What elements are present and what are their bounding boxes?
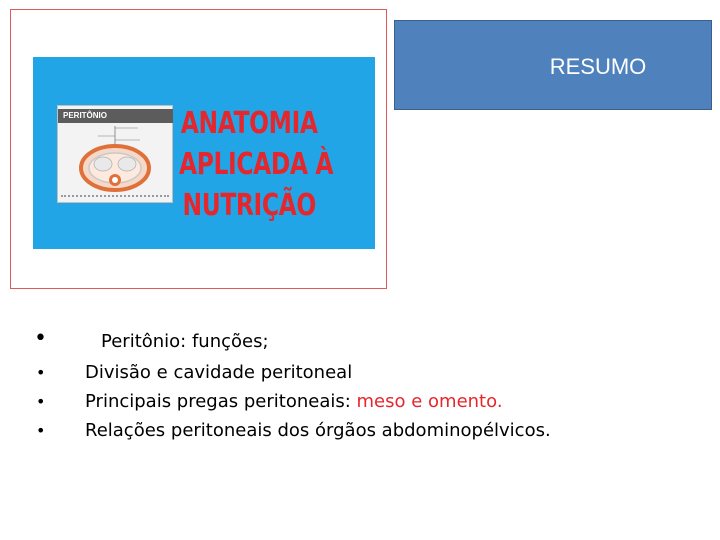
banner-title-line-1: ANATOMIA	[180, 106, 318, 141]
thumbnail-caption	[61, 195, 169, 199]
banner-title	[179, 103, 334, 226]
course-banner	[33, 57, 375, 249]
topic-item-highlight: meso e omento.	[356, 391, 503, 412]
bullet-icon: •	[36, 363, 46, 382]
topic-item: Relações peritoneais dos órgãos abdominopélvicos.	[85, 420, 551, 441]
bullet-icon: •	[36, 392, 46, 411]
bullet-icon: •	[36, 421, 46, 440]
summary-label: RESUMO	[549, 54, 647, 79]
topic-item: Divisão e cavidade peritoneal	[85, 362, 353, 383]
bullet-icon: •	[34, 326, 47, 351]
topic-item	[85, 391, 503, 412]
banner-title-line-2: APLICADA À	[179, 147, 334, 182]
thumbnail-title: PERITÔNIO	[58, 109, 173, 123]
summary-box	[394, 20, 712, 110]
topic-item-text: Principais pregas peritoneais:	[85, 391, 357, 412]
topic-item: Peritônio: funções;	[101, 331, 269, 352]
banner-title-line-3: NUTRIÇÃO	[182, 188, 316, 223]
peritoneum-illustration	[57, 105, 173, 203]
